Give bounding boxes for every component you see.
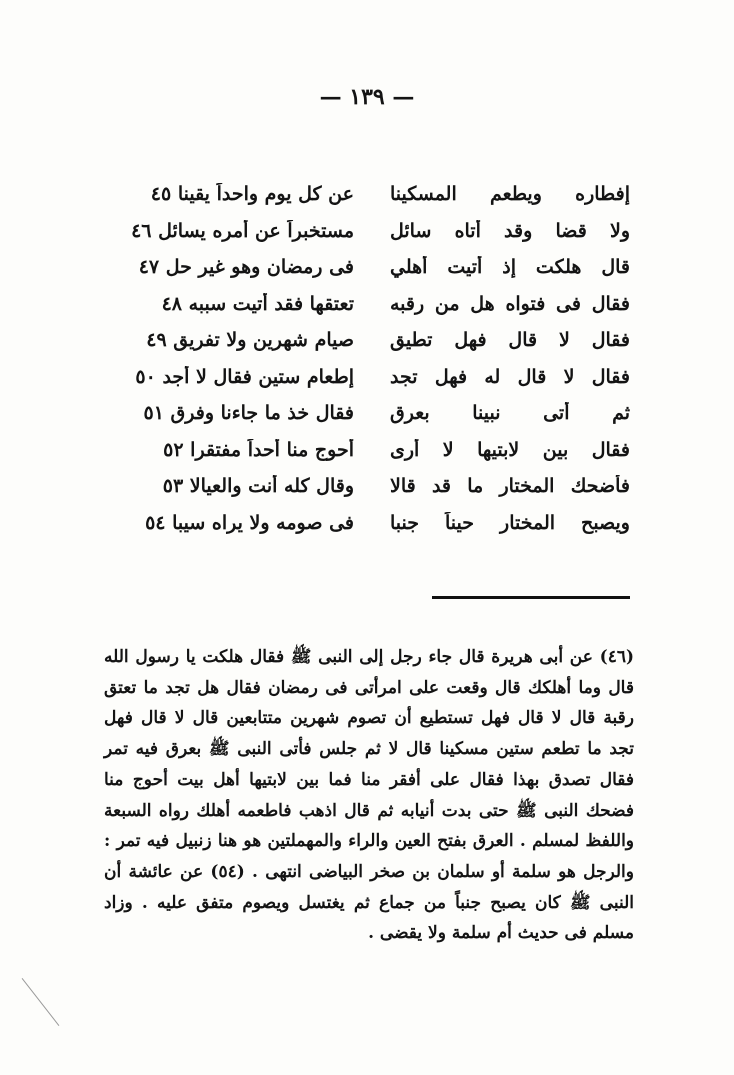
- verse-first-hemistich: فقال لا قال له فهل تجد: [390, 365, 630, 388]
- verse-line: [120, 249, 630, 286]
- verse-first-hemistich: فقال لا قال فهل تطيق: [390, 329, 630, 352]
- verse-first-hemistich: فأضحك المختار ما قد قالا: [390, 475, 630, 498]
- verse-line: [120, 176, 630, 213]
- verse-first-hemistich: ولا قضا وقد أتاه سائل: [390, 219, 630, 242]
- verse-second-hemistich: إطعام ستين فقال لا أجد ٥٠: [135, 365, 354, 388]
- verse-second-hemistich: وقال كله أنت والعيالا ٥٣: [162, 475, 354, 498]
- verse-line: [120, 286, 630, 323]
- verse-first-hemistich: قال هلكت إذ أتيت أهلي: [390, 256, 630, 279]
- verse-second-hemistich: أحوج منا أحداً مفتقرا ٥٢: [163, 438, 354, 461]
- verse-second-hemistich: مستخبراً عن أمره يسائل ٤٦: [131, 219, 354, 242]
- verse-first-hemistich: فقال بين لابتيها لا أرى: [390, 438, 630, 461]
- verse-line: [120, 468, 630, 505]
- scan-stray-mark: [22, 978, 60, 1026]
- footnote-separator-rule: [432, 596, 630, 599]
- verse-first-hemistich: فقال فى فتواه هل من رقبه: [390, 292, 630, 315]
- poem: [120, 176, 630, 541]
- verse-line: [120, 322, 630, 359]
- verse-line: [120, 505, 630, 542]
- page-number: — ١٣٩ —: [319, 84, 415, 110]
- verse-line: [120, 432, 630, 469]
- footnotes-paragraph: (٤٦) عن أبى هريرة قال جاء رجل إلى النبى ﷺ فقال هلكت يا رسول الله قال وما أهلكك قال وقعت على امرأتى فى رمضان فقال هل تجد ما تعتق رقبة قال لا قال فهل تستطيع أن تصوم شهرين متتابعين قال لا قال فهل تجد ما تطعم ستين مسكينا قال لا ثم جلس فأتى النبى ﷺ بعرق فيه تمر فقال تصدق بهذا فقال على أفقر منا فما بين لابتيها أهل بيت أحوج منا فضحك النبى ﷺ حتى بدت أنيابه ثم قال اذهب فاطعمه أهلك رواه السبعة واللفظ لمسلم . العرق بفتح العين والراء والمهملتين هو هنا زنبيل فيه تمر : والرجل هو سلمة أو سلمان بن صخر البياضى انتهى . (٥٤) عن عائشة أن النبى ﷺ كان يصبح جنباً من جماع ثم يغتسل ويصوم متفق عليه . وزاد مسلم فى حديث أم سلمة ولا يقضى .: [104, 647, 634, 944]
- verse-second-hemistich: فى صومه ولا يراه سيبا ٥٤: [145, 511, 354, 534]
- verse-line: [120, 395, 630, 432]
- verse-second-hemistich: عن كل يوم واحداً يقينا ٤٥: [150, 183, 354, 206]
- verse-line: [120, 213, 630, 250]
- verse-second-hemistich: فقال خذ ما جاءنا وفرق ٥١: [143, 402, 354, 425]
- verse-first-hemistich: إفطاره ويطعم المسكينا: [390, 183, 630, 206]
- verse-first-hemistich: ويصبح المختار حيناً جنبا: [390, 511, 630, 534]
- verse-second-hemistich: تعتقها فقد أتيت سببه ٤٨: [161, 292, 354, 315]
- verse-first-hemistich: ثم أتى نبينا بعرق: [390, 402, 630, 425]
- verse-second-hemistich: صيام شهرين ولا تفريق ٤٩: [146, 329, 354, 352]
- verse-second-hemistich: فى رمضان وهو غير حل ٤٧: [138, 256, 354, 279]
- verse-line: [120, 359, 630, 396]
